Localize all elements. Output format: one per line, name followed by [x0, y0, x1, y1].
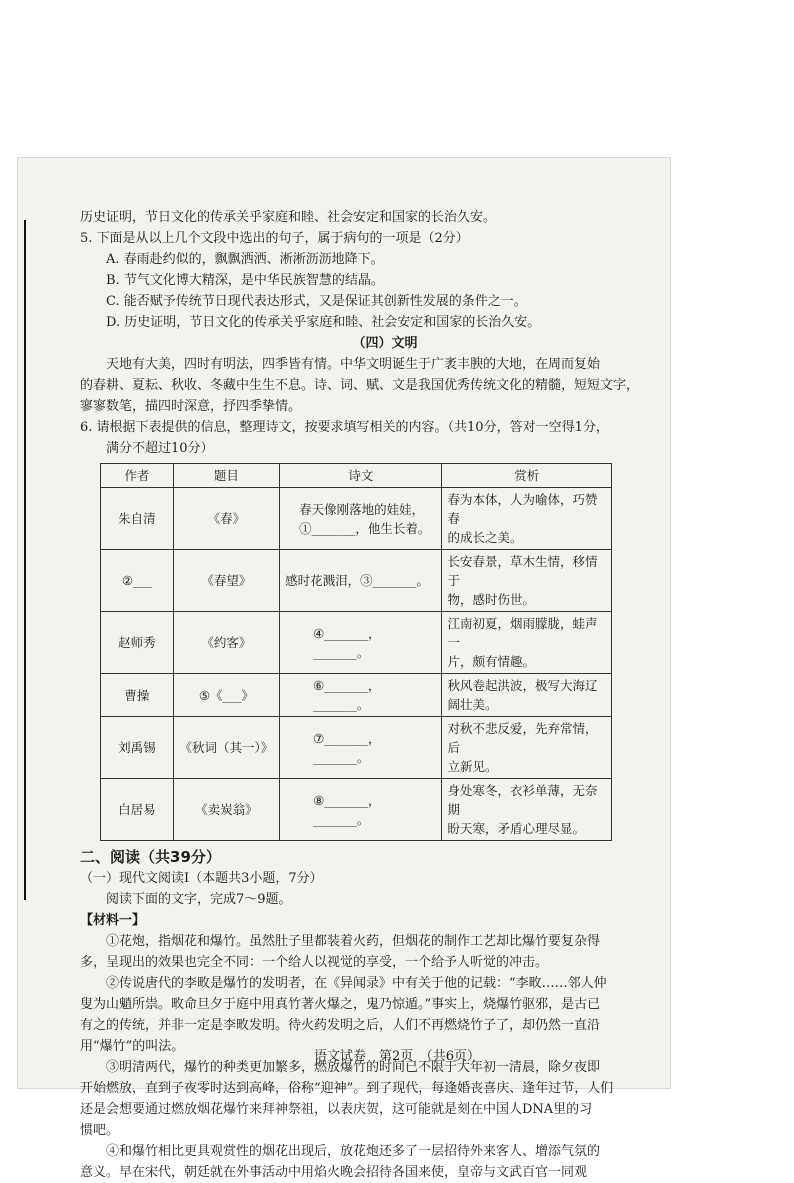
cell-author: 白居易	[101, 779, 174, 841]
cell-title: 《约客》	[173, 612, 279, 674]
poem-line: ⑦_______，_______。	[313, 730, 381, 765]
note-line: 物，感时伤世。	[447, 592, 535, 607]
cell-poem	[280, 779, 442, 841]
page-content	[80, 207, 690, 1183]
table-header-row	[101, 464, 612, 488]
note-line: 片，颇有情趣。	[447, 654, 535, 669]
cell-author: 刘禹锡	[101, 717, 174, 779]
paragraph-line: ③明清两代，爆竹的种类更加繁多，燃放爆竹的时间已不限于大年初一清晨，除夕夜即	[106, 1060, 601, 1075]
cell-title: 《春望》	[173, 550, 279, 612]
cell-poem	[280, 550, 442, 612]
paragraph-line: ④和爆竹相比更具观赏性的烟花出现后，放花炮还多了一层招待外来客人、增添气氛的	[106, 1144, 601, 1159]
paragraph-line: 多，呈现出的效果也完全不同：一个给人以视觉的享受，一个给予人听觉的冲击。	[80, 955, 549, 970]
cell-author: ②___	[101, 550, 174, 612]
q5-option-b: B. 节气文化博大精深，是中华民族智慧的结晶。	[106, 273, 384, 288]
paragraph-line: 叟为山魈所祟。畋命旦夕于庭中用真竹著火爆之，鬼乃惊遁。”事实上，烧爆竹驱邪，是古已	[80, 997, 601, 1012]
header-note: 赏析	[442, 464, 612, 488]
cell-note	[442, 779, 612, 841]
cell-author: 朱自清	[101, 488, 174, 550]
note-line: 阔壮美。	[447, 697, 498, 712]
q5-option-a: A. 春雨赴约似的，飘飘洒洒、淅淅沥沥地降下。	[106, 252, 384, 267]
header-poem: 诗文	[280, 464, 442, 488]
note-line: 江南初夏，烟雨朦胧，蛙声一	[447, 616, 598, 650]
poem-table	[100, 463, 612, 841]
poem-line: ①_______，他生长着。	[299, 520, 431, 536]
paragraph-line: 惯吧。	[80, 1123, 120, 1138]
question-6-stem: 6. 请根据下表提供的信息，整理诗文，按要求填写相关的内容。（共10分，答对一空得1分，	[80, 420, 609, 435]
paragraph-line: 有之的传统，并非一定是李畋发明。待火药发明之后，人们不再燃烧竹子了，却仍然一直沿	[80, 1018, 601, 1033]
cell-note	[442, 674, 612, 717]
paragraph-line: 开始燃放，直到子夜零时达到高峰，俗称“迎神”。到了现代，每逢婚丧喜庆、逢年过节，人们	[80, 1081, 614, 1096]
subsection-title: （一）现代文阅读Ⅰ（本题共3小题，7分）	[80, 871, 323, 886]
table-row	[101, 488, 612, 550]
q5-option-d: D. 历史证明，节日文化的传承关乎家庭和睦、社会安定和国家的长治久安。	[106, 315, 541, 330]
poem-line: ⑥_______，_______。	[313, 678, 381, 712]
part4-para-line: 的春耕、夏耘、秋收、冬藏中生生不息。诗、词、赋、文是我国优秀传统文化的精髓，短短文字，	[80, 378, 640, 393]
note-line: 春为本体，人为喻体，巧赞春	[447, 492, 598, 526]
poem-line: 春天像刚落地的娃娃，	[299, 501, 425, 517]
question-5-stem: 5. 下面是从以上几个文段中选出的句子，属于病句的一项是（2分）	[80, 231, 469, 246]
note-line: 立新见。	[447, 759, 498, 774]
paragraph-line: 意义。早在宋代，朝廷就在外事活动中用焰火晚会招待各国来使，皇帝与文武百官一同观	[80, 1165, 588, 1180]
part4-title: （四）文明	[352, 336, 418, 351]
note-line: 秋风卷起洪波，极写大海辽	[447, 678, 598, 693]
paragraph-line: ②传说唐代的李畋是爆竹的发明者，在《异闻录》中有关于他的记载：“李畋……邻人仲	[106, 976, 607, 991]
cell-title: ⑤《___》	[173, 674, 279, 717]
part4-para-line: 寥寥数笔，描四时深意，抒四季挚情。	[80, 399, 302, 414]
scanner-background	[0, 0, 794, 165]
cell-author: 曹操	[101, 674, 174, 717]
section-2-title: 二、阅读（共39分）	[80, 848, 221, 866]
page-footer: 语文试卷 第2页 （共6页）	[313, 1049, 481, 1064]
reading-instruction: 阅读下面的文字，完成7～9题。	[106, 892, 292, 907]
table-row	[101, 612, 612, 674]
note-line: 的成长之美。	[447, 530, 523, 545]
question-6-stem-cont: 满分不超过10分）	[106, 441, 214, 456]
cell-title: 《春》	[173, 488, 279, 550]
material-label: 【材料一】	[80, 913, 146, 928]
note-line: 对秋不悲反爱，先弃常情，后	[447, 721, 598, 755]
note-line: 身处寒冬，衣衫单薄，无奈期	[447, 783, 598, 817]
table-row	[101, 717, 612, 779]
cell-note	[442, 488, 612, 550]
cell-poem	[280, 674, 442, 717]
cell-poem	[280, 717, 442, 779]
poem-line: ④_______，_______。	[313, 625, 381, 660]
note-line: 盼天寒，矛盾心理尽显。	[447, 821, 585, 836]
binding-edge	[24, 220, 26, 900]
header-author: 作者	[101, 464, 174, 488]
q5-option-c: C. 能否赋予传统节日现代表达形式，又是保证其创新性发展的条件之一。	[106, 294, 527, 309]
cell-note	[442, 550, 612, 612]
header-title: 题目	[173, 464, 279, 488]
cell-note	[442, 717, 612, 779]
cell-poem	[280, 612, 442, 674]
poem-line: ⑧_______，_______。	[313, 792, 381, 827]
cell-note	[442, 612, 612, 674]
poem-line: 感时花溅泪，③_______。	[285, 573, 429, 588]
cell-poem	[280, 488, 442, 550]
table-row	[101, 550, 612, 612]
cell-author: 赵师秀	[101, 612, 174, 674]
cell-title: 《秋词（其一）》	[173, 717, 279, 779]
paragraph-line: ①花炮，指烟花和爆竹。虽然肚子里都装着火药，但烟花的制作工艺却比爆竹要复杂得	[106, 934, 601, 949]
table-row	[101, 674, 612, 717]
paragraph-line: 用“爆竹”的叫法。	[80, 1039, 185, 1054]
cell-title: 《卖炭翁》	[173, 779, 279, 841]
part4-para-line: 天地有大美，四时有明法，四季皆有情。中华文明诞生于广袤丰腴的大地，在周而复始	[106, 357, 601, 372]
intro-line: 历史证明，节日文化的传承关乎家庭和睦、社会安定和国家的长治久安。	[80, 210, 497, 225]
note-line: 长安春景，草木生情，移情于	[447, 554, 598, 588]
paragraph-line: 还是会想要通过燃放烟花爆竹来拜神祭祖，以表庆贺，这可能就是刻在中国人DNA里的习	[80, 1102, 593, 1117]
table-row	[101, 779, 612, 841]
